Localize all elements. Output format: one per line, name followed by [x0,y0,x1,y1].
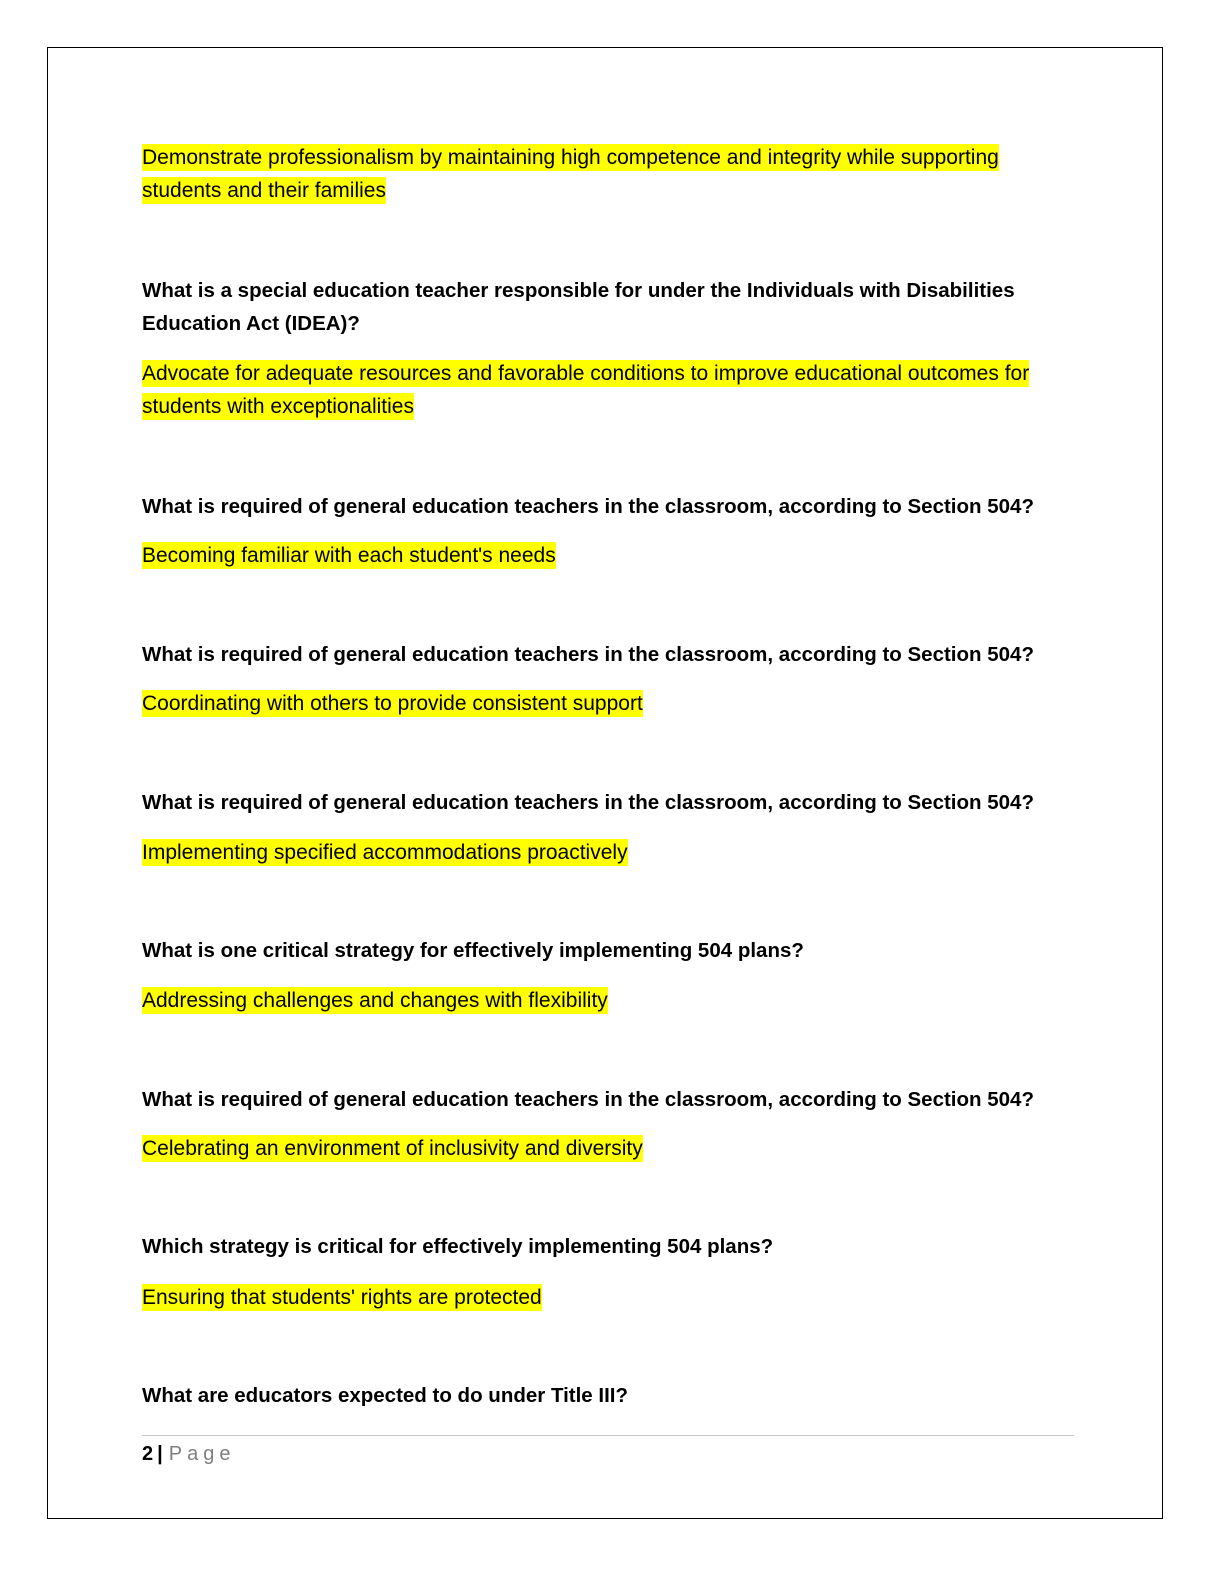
answer-text [142,1281,1074,1314]
highlighted-answer: Becoming familiar with each student's needs [142,544,556,567]
highlighted-answer: Addressing challenges and changes with flexibility [142,989,608,1012]
highlighted-answer: Advocate for adequate resources and favorable conditions to improve educational outcomes for students with exceptionalities [142,362,1030,418]
question-text: What is required of general education teachers in the classroom, according to Section 504? [142,791,1034,814]
answer-text [142,141,1074,207]
question-block [142,934,1074,967]
highlighted-answer: Ensuring that students' rights are protected [142,1286,542,1309]
footer-separator: | [157,1443,163,1465]
highlighted-answer: Demonstrate professionalism by maintaining high competence and integrity while supporting students and their families [142,146,999,202]
question-block [142,490,1074,523]
footer-divider [142,1435,1074,1436]
question-text: What is a special education teacher responsible for under the Individuals with Disabilities Education Act (IDEA)? [142,279,1015,335]
question-block [142,274,1074,340]
answer-text [142,687,1074,720]
answer-block [142,1132,1074,1165]
answer-text [142,836,1074,869]
page-label: Page [168,1443,236,1465]
question-text: What is required of general education teachers in the classroom, according to Section 504? [142,1088,1034,1111]
question-block [142,1379,1074,1412]
answer-text [142,539,1074,572]
answer-block [142,836,1074,869]
highlighted-answer: Coordinating with others to provide consistent support [142,692,643,715]
question-block [142,1083,1074,1116]
question-block [142,786,1074,819]
answer-text [142,984,1074,1017]
highlighted-answer: Celebrating an environment of inclusivity and diversity [142,1137,643,1160]
question-text: What are educators expected to do under Title III? [142,1384,629,1407]
highlighted-answer: Implementing specified accommodations proactively [142,841,628,864]
question-text: What is one critical strategy for effectively implementing 504 plans? [142,939,804,962]
answer-block [142,539,1074,572]
question-text: What is required of general education teachers in the classroom, according to Section 504? [142,643,1034,666]
page-footer [142,1440,235,1468]
answer-text [142,357,1074,423]
question-block [142,1230,1074,1263]
question-block [142,638,1074,671]
answer-block [142,1281,1074,1314]
answer-block [142,357,1074,423]
answer-text [142,1132,1074,1165]
answer-block [142,984,1074,1017]
answer-block [142,687,1074,720]
question-text: What is required of general education teachers in the classroom, according to Section 504? [142,495,1034,518]
page-number: 2 [142,1443,154,1465]
question-text: Which strategy is critical for effectively implementing 504 plans? [142,1235,774,1258]
answer-block [142,141,1074,207]
